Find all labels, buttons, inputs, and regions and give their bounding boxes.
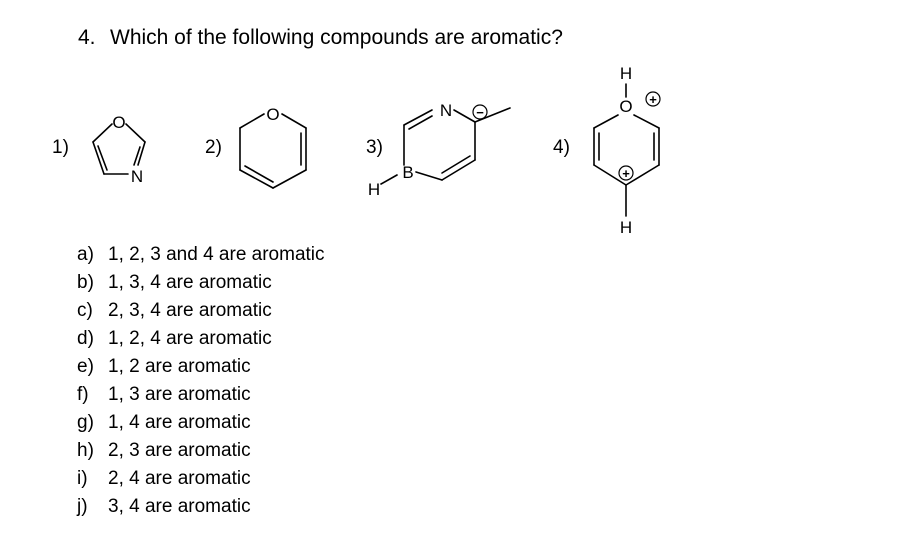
- answer-text: 2, 3 are aromatic: [108, 440, 251, 461]
- answer-text: 1, 2, 3 and 4 are aromatic: [108, 244, 325, 265]
- answer-text: 3, 4 are aromatic: [108, 496, 251, 517]
- answer-option-b[interactable]: [77, 269, 325, 297]
- negative-charge-sign: −: [476, 105, 484, 120]
- compound-4-atom-h-bottom: H: [619, 218, 633, 237]
- compound-4-atom-o: O: [619, 97, 633, 116]
- answer-letter: h): [77, 440, 94, 461]
- answer-option-j[interactable]: [77, 493, 325, 521]
- answer-text: 1, 3, 4 are aromatic: [108, 272, 272, 293]
- answer-letter: c): [77, 300, 93, 321]
- answer-option-e[interactable]: [77, 353, 325, 381]
- compound-2-atom-o: O: [266, 105, 280, 124]
- answer-option-a[interactable]: [77, 241, 325, 269]
- answer-option-f[interactable]: [77, 381, 325, 409]
- answer-letter: f): [77, 384, 89, 405]
- answer-option-g[interactable]: [77, 409, 325, 437]
- compound-2-structure: [240, 114, 306, 188]
- compound-3-label: 3): [366, 137, 383, 158]
- compound-2-label: 2): [205, 137, 222, 158]
- answer-text: 2, 3, 4 are aromatic: [108, 300, 272, 321]
- answer-letter: a): [77, 244, 94, 265]
- answer-letter: b): [77, 272, 94, 293]
- answer-letter: j): [77, 496, 88, 517]
- answer-text: 2, 4 are aromatic: [108, 468, 251, 489]
- question-number: 4.: [78, 26, 96, 49]
- compound-1-atom-n: N: [130, 167, 144, 186]
- compound-4-atom-h-top: H: [619, 64, 633, 83]
- answer-option-c[interactable]: [77, 297, 325, 325]
- positive-charge-sign-oxygen: +: [649, 92, 657, 107]
- answer-option-h[interactable]: [77, 437, 325, 465]
- compound-3-atom-h: H: [367, 180, 381, 199]
- compound-3-atom-b: B: [402, 163, 414, 182]
- answer-option-i[interactable]: [77, 465, 325, 493]
- compound-1-label: 1): [52, 137, 69, 158]
- answer-option-d[interactable]: [77, 325, 325, 353]
- compound-1-atom-o: O: [112, 113, 126, 132]
- compound-3-atom-n: N: [439, 101, 453, 120]
- answer-text: 1, 2, 4 are aromatic: [108, 328, 272, 349]
- answer-text: 1, 2 are aromatic: [108, 356, 251, 377]
- question-prompt: Which of the following compounds are aromatic?: [110, 26, 563, 49]
- compound-4-label: 4): [553, 137, 570, 158]
- positive-charge-sign-ring: +: [622, 166, 630, 181]
- answer-letter: e): [77, 356, 94, 377]
- answer-text: 1, 4 are aromatic: [108, 412, 251, 433]
- answer-letter: g): [77, 412, 94, 433]
- answer-letter: d): [77, 328, 94, 349]
- answer-options: [77, 241, 325, 521]
- answer-text: 1, 3 are aromatic: [108, 384, 251, 405]
- answer-letter: i): [77, 468, 88, 489]
- structures-drawing: [0, 0, 919, 240]
